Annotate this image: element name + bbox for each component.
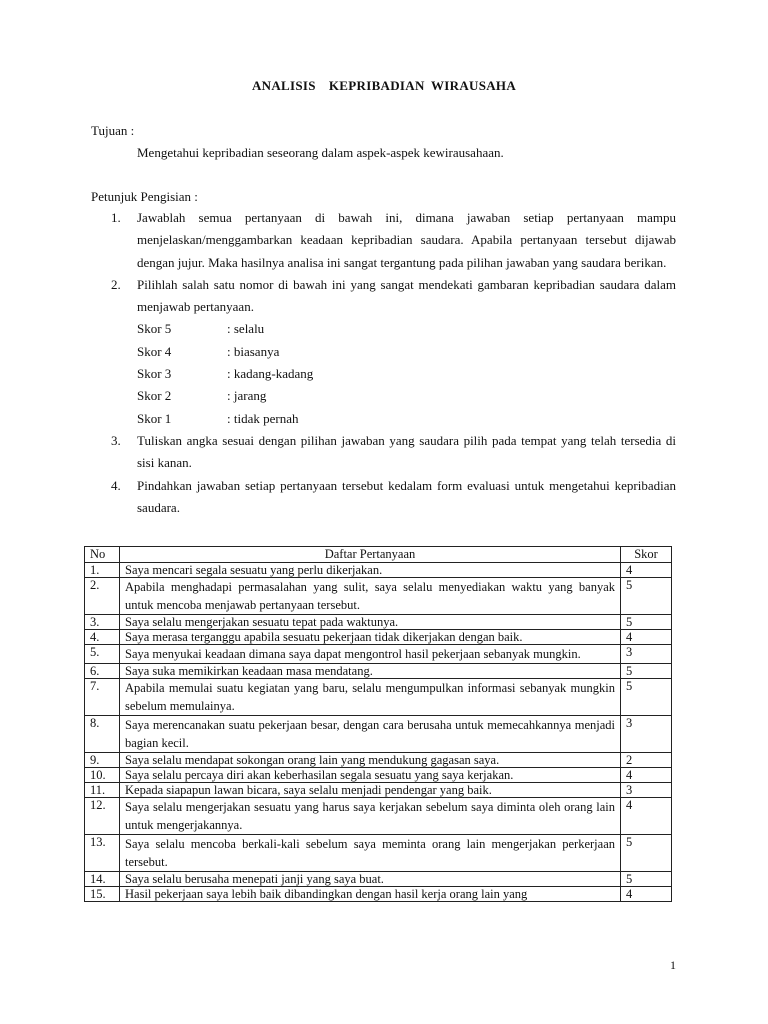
instruction-text: Pindahkan jawaban setiap pertanyaan tersebut kedalam form evaluasi untuk mengetahui kepribadian saudara. [137,477,676,515]
row-score: 3 [621,645,672,664]
score-legend-row [137,408,676,430]
row-score: 5 [621,615,672,630]
instruction-item [91,475,676,520]
score-legend-row [137,341,676,363]
row-score: 4 [621,887,672,902]
instruction-number: 2. [111,276,121,292]
row-question: Saya selalu percaya diri akan keberhasilan segala sesuatu yang saya kerjakan. [120,768,621,783]
row-number: 1. [85,563,120,578]
row-score: 3 [621,783,672,798]
row-score: 5 [621,578,672,615]
row-number: 3. [85,615,120,630]
row-number: 12. [85,798,120,835]
row-number: 10. [85,768,120,783]
instruction-item [91,430,676,475]
tujuan-label: Tujuan : [91,123,135,138]
header-no: No [85,547,120,563]
score-meaning: : biasanya [227,343,280,359]
table-header-row [85,547,672,563]
row-question: Saya selalu mendapat sokongan orang lain yang mendukung gagasan saya. [120,753,621,768]
row-score: 4 [621,563,672,578]
score-key: Skor 1 [137,410,172,426]
table-row [85,783,672,798]
instruction-text: Pilihlah salah satu nomor di bawah ini yang sangat mendekati gambaran kepribadian saudara dalam menjawab pertanyaan. [137,276,676,315]
row-number: 6. [85,664,120,679]
instruction-item [91,207,676,274]
table-row [85,872,672,887]
score-key: Skor 3 [137,366,172,382]
row-question: Saya menyukai keadaan dimana saya dapat mengontrol hasil pekerjaan sebanyak mungkin. [120,645,621,664]
row-score: 3 [621,716,672,753]
score-legend-row [137,385,676,407]
score-meaning: : jarang [227,388,267,404]
question-table [84,546,672,902]
table-row [85,563,672,578]
row-score: 4 [621,768,672,783]
score-key: Skor 2 [137,388,172,404]
row-number: 2. [85,578,120,615]
score-legend-row [137,363,676,385]
row-question: Saya selalu mencoba berkali-kali sebelum saya meminta orang lain mengerjakan perkerjaan tersebut. [120,835,621,872]
table-row [85,664,672,679]
score-meaning: : kadang-kadang [227,366,314,382]
tujuan-text: Mengetahui kepribadian seseorang dalam aspek-aspek kewirausahaan. [137,145,504,160]
instruction-item [91,274,676,430]
row-number: 14. [85,872,120,887]
row-score: 5 [621,664,672,679]
row-question: Saya selalu mengerjakan sesuatu tepat pada waktunya. [120,615,621,630]
header-question: Daftar Pertanyaan [120,547,621,563]
score-legend-row [137,318,676,340]
row-question: Saya selalu berusaha menepati janji yang saya buat. [120,872,621,887]
instruction-text: Tuliskan angka sesuai dengan pilihan jawaban yang saudara pilih pada tempat yang telah tersedia di sisi kanan. [137,432,676,471]
row-question: Saya selalu mengerjakan sesuatu yang harus saya kerjakan sebelum saya diminta oleh orang lain untuk mengerjakannya. [120,798,621,835]
score-legend [137,318,676,429]
row-score: 4 [621,630,672,645]
table-row [85,679,672,716]
row-question: Saya merencanakan suatu pekerjaan besar, dengan cara berusaha untuk memecahkannya menjadi bagian kecil. [120,716,621,753]
page-title: ANALISIS KEPRIBADIAN WIRAUSAHA [251,78,517,93]
row-question: Saya merasa terganggu apabila sesuatu pekerjaan tidak dikerjakan dengan baik. [120,630,621,645]
table-row [85,645,672,664]
row-number: 9. [85,753,120,768]
page-number: 1 [670,958,676,972]
table-row [85,578,672,615]
instruction-number: 4. [111,477,121,493]
row-question: Kepada siapapun lawan bicara, saya selalu menjadi pendengar yang baik. [120,783,621,798]
row-number: 7. [85,679,120,716]
row-question: Saya suka memikirkan keadaan masa mendatang. [120,664,621,679]
instruction-number: 3. [111,432,121,448]
row-question: Saya mencari segala sesuatu yang perlu dikerjakan. [120,563,621,578]
row-question: Hasil pekerjaan saya lebih baik dibandingkan dengan hasil kerja orang lain yang [120,887,621,902]
table-row [85,798,672,835]
row-score: 5 [621,679,672,716]
score-meaning: : tidak pernah [227,410,299,426]
row-score: 2 [621,753,672,768]
instruction-list [91,207,676,519]
table-row [85,716,672,753]
row-number: 11. [85,783,120,798]
row-number: 13. [85,835,120,872]
table-row [85,887,672,902]
table-row [85,630,672,645]
row-question: Apabila memulai suatu kegiatan yang baru, selalu mengumpulkan informasi sebanyak mungkin sebelum memulainya. [120,679,621,716]
instruction-number: 1. [111,210,121,225]
table-row [85,835,672,872]
score-key: Skor 5 [137,321,172,337]
row-number: 8. [85,716,120,753]
instruction-text: Jawablah semua pertanyaan di bawah ini, dimana jawaban setiap pertanyaan mampu menjelaskan/menggambarkan keadaan kepribadian saudara. Apabila pertanyaan tersebut dijawab dengan jujur. Maka hasilnya analisa ini sangat tergantung pada pilihan jawaban yang saudara berikan. [137,210,676,270]
row-number: 5. [85,645,120,664]
row-question: Apabila menghadapi permasalahan yang sulit, saya selalu menyediakan waktu yang banyak untuk mencoba menjawab pertanyaan tersebut. [120,578,621,615]
table-row [85,753,672,768]
petunjuk-label: Petunjuk Pengisian : [91,189,198,204]
row-score: 5 [621,835,672,872]
row-number: 4. [85,630,120,645]
header-score: Skor [621,547,672,563]
table-row [85,615,672,630]
score-key: Skor 4 [137,343,172,359]
row-number: 15. [85,887,120,902]
table-row [85,768,672,783]
score-meaning: : selalu [227,321,265,337]
row-score: 5 [621,872,672,887]
row-score: 4 [621,798,672,835]
